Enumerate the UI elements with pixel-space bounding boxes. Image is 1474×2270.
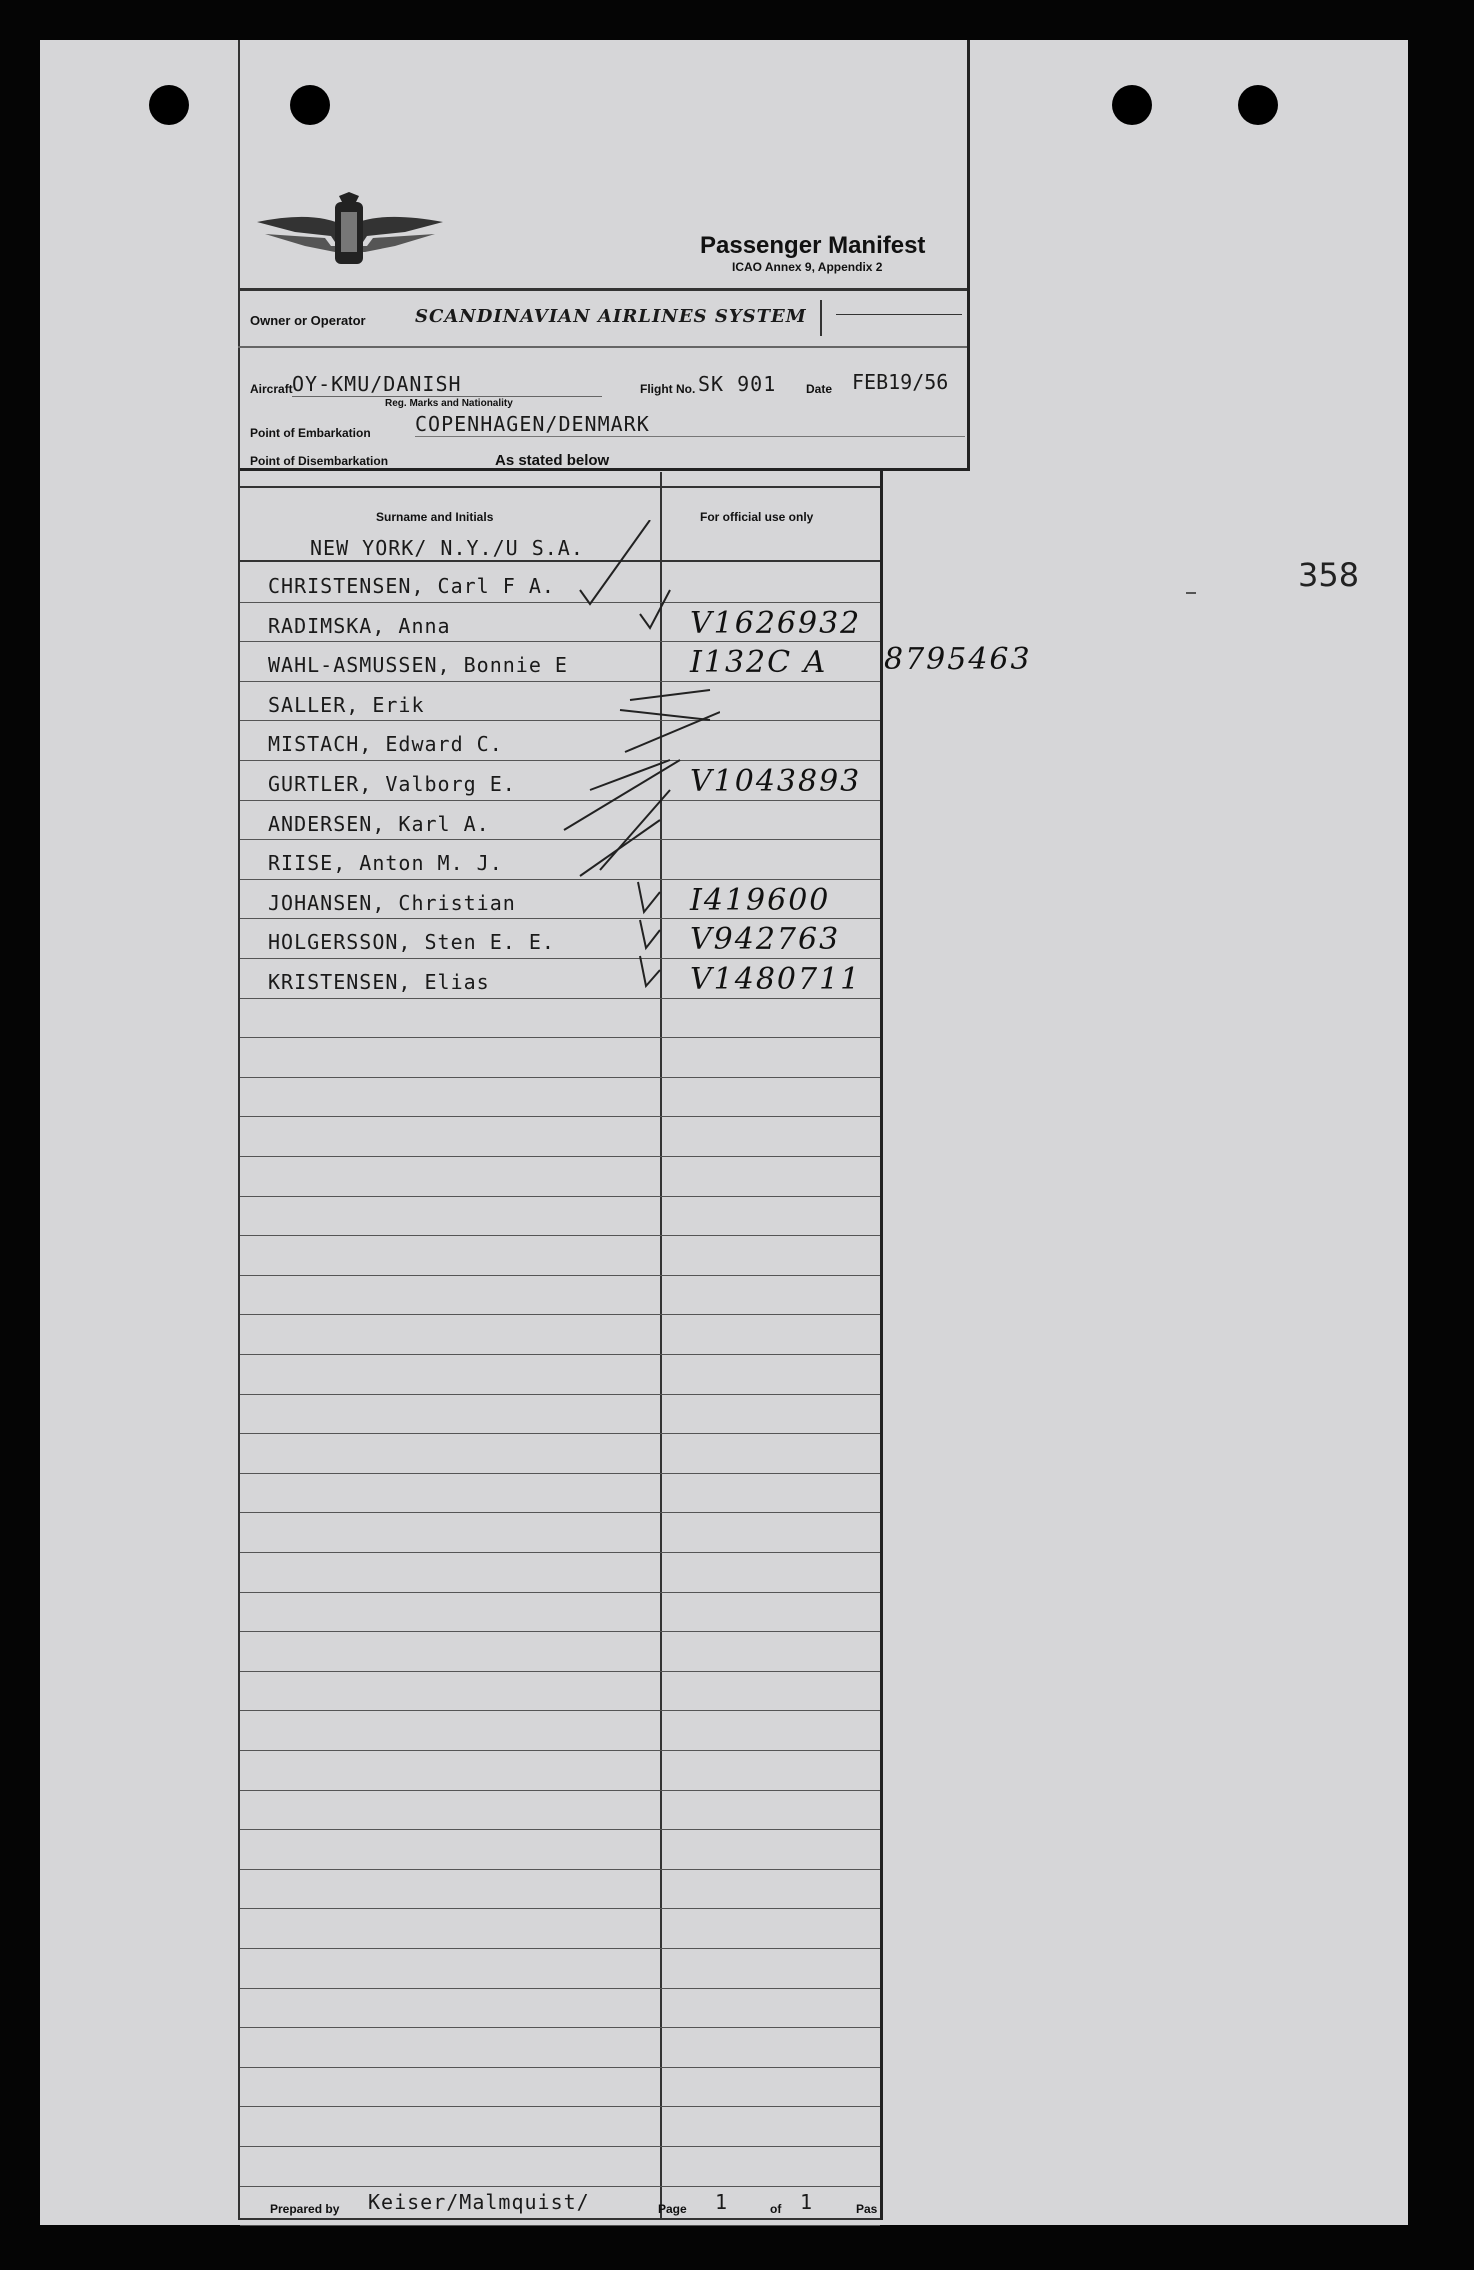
passenger-name: RIISE, Anton M. J. — [268, 851, 503, 876]
punch-hole — [1112, 85, 1152, 125]
passenger-name: JOHANSEN, Christian — [268, 890, 516, 915]
ruled-line — [240, 2027, 880, 2028]
of-value: 1 — [800, 2190, 814, 2214]
official-number: V1043893 — [690, 764, 862, 799]
owner-underline — [836, 314, 962, 315]
embark-label: Point of Embarkation — [250, 426, 371, 440]
passenger-name: GURTLER, Valborg E. — [268, 772, 516, 796]
ruled-line — [240, 2146, 880, 2147]
flight-label: Flight No. — [640, 382, 696, 396]
passenger-name: WAHL-ASMUSSEN, Bonnie E — [268, 653, 568, 678]
ruled-line — [240, 1710, 880, 1711]
passenger-name: MISTACH, Edward C. — [268, 732, 503, 757]
passenger-name: CHRISTENSEN, Carl F A. — [268, 574, 555, 598]
footer-trail: Pas — [856, 2202, 878, 2216]
official-number: V942763 — [690, 922, 841, 958]
owner-value: SCANDINAVIAN AIRLINES SYSTEM — [415, 306, 807, 327]
punch-hole — [1238, 85, 1278, 125]
divider — [238, 346, 967, 348]
prepared-value: Keiser/Malmquist/ — [368, 2190, 590, 2214]
ruled-line — [240, 1988, 880, 1989]
official-number: V1480711 — [690, 962, 862, 997]
ruled-line — [240, 2186, 880, 2187]
ruled-line — [240, 2067, 880, 2068]
aircraft-underline — [292, 396, 602, 397]
passenger-name: RADIMSKA, Anna — [268, 613, 451, 638]
page-value: 1 — [715, 2190, 729, 2214]
owner-label: Owner or Operator — [250, 313, 366, 328]
ruled-line — [240, 1116, 880, 1117]
ruled-line — [240, 1037, 880, 1038]
flight-value: SK 901 — [698, 372, 777, 396]
ruled-line — [240, 1473, 880, 1474]
of-label: of — [770, 2202, 782, 2216]
prepared-label: Prepared by — [270, 2202, 340, 2216]
aircraft-label: Aircraft — [250, 382, 293, 396]
stamp-number: 358 — [1298, 556, 1360, 594]
ruled-line — [240, 2225, 880, 2226]
official-number: V1626932 — [690, 605, 862, 641]
ruled-line — [240, 1512, 880, 1513]
ruled-line — [240, 1869, 880, 1870]
punch-hole — [149, 85, 189, 125]
ruled-line — [240, 1592, 880, 1593]
ruled-line — [240, 1077, 880, 1078]
margin-note: 8795463 — [884, 642, 1032, 677]
divider — [238, 288, 967, 291]
manifest-subtitle: ICAO Annex 9, Appendix 2 — [732, 260, 883, 274]
ruled-line — [240, 1750, 880, 1751]
passenger-name: SALLER, Erik — [268, 692, 425, 717]
header-bottom-line — [238, 560, 880, 562]
stamp-dash — [1186, 592, 1196, 594]
aircraft-sublabel: Reg. Marks and Nationality — [385, 398, 513, 409]
official-number: I132C A — [690, 645, 828, 681]
ruled-line — [240, 1433, 880, 1434]
ruled-line — [240, 2106, 880, 2107]
ruled-line — [240, 1196, 880, 1197]
ruled-line — [240, 1314, 880, 1315]
ruled-line — [240, 1552, 880, 1553]
ruled-line — [240, 1948, 880, 1949]
ruled-line — [240, 1235, 880, 1236]
table-header-divider — [238, 486, 880, 488]
check-marks — [560, 520, 720, 1010]
manifest-title: Passenger Manifest — [700, 232, 926, 259]
official-number: I419600 — [690, 882, 831, 918]
date-value: FEB19/56 — [852, 370, 949, 394]
destination-text: NEW YORK/ N.Y./U S.A. — [310, 536, 584, 560]
ruled-line — [240, 1631, 880, 1632]
footer-line — [238, 2218, 880, 2220]
embark-underline — [415, 436, 965, 437]
embark-value: COPENHAGEN/DENMARK — [415, 412, 650, 436]
column-header-official: For official use only — [700, 510, 814, 524]
ruled-line — [240, 1394, 880, 1395]
ruled-line — [240, 1275, 880, 1276]
ruled-line — [240, 1671, 880, 1672]
disembark-label: Point of Disembarkation — [250, 454, 389, 468]
disembark-value: As stated below — [495, 452, 610, 469]
passenger-name: ANDERSEN, Karl A. — [268, 811, 490, 836]
passenger-name: HOLGERSSON, Sten E. E. — [268, 930, 555, 955]
ruled-line — [240, 1156, 880, 1157]
page-label: Page — [658, 2202, 687, 2216]
passenger-name: KRISTENSEN, Elias — [268, 970, 490, 994]
airline-wings-logo — [255, 192, 445, 276]
ruled-line — [240, 1354, 880, 1355]
ruled-line — [240, 1829, 880, 1830]
column-header-name: Surname and Initials — [376, 510, 494, 524]
owner-divider — [820, 300, 822, 336]
ruled-line — [240, 1790, 880, 1791]
aircraft-value: OY-KMU/DANISH — [292, 372, 462, 396]
ruled-line — [240, 1908, 880, 1909]
date-label: Date — [806, 382, 833, 396]
